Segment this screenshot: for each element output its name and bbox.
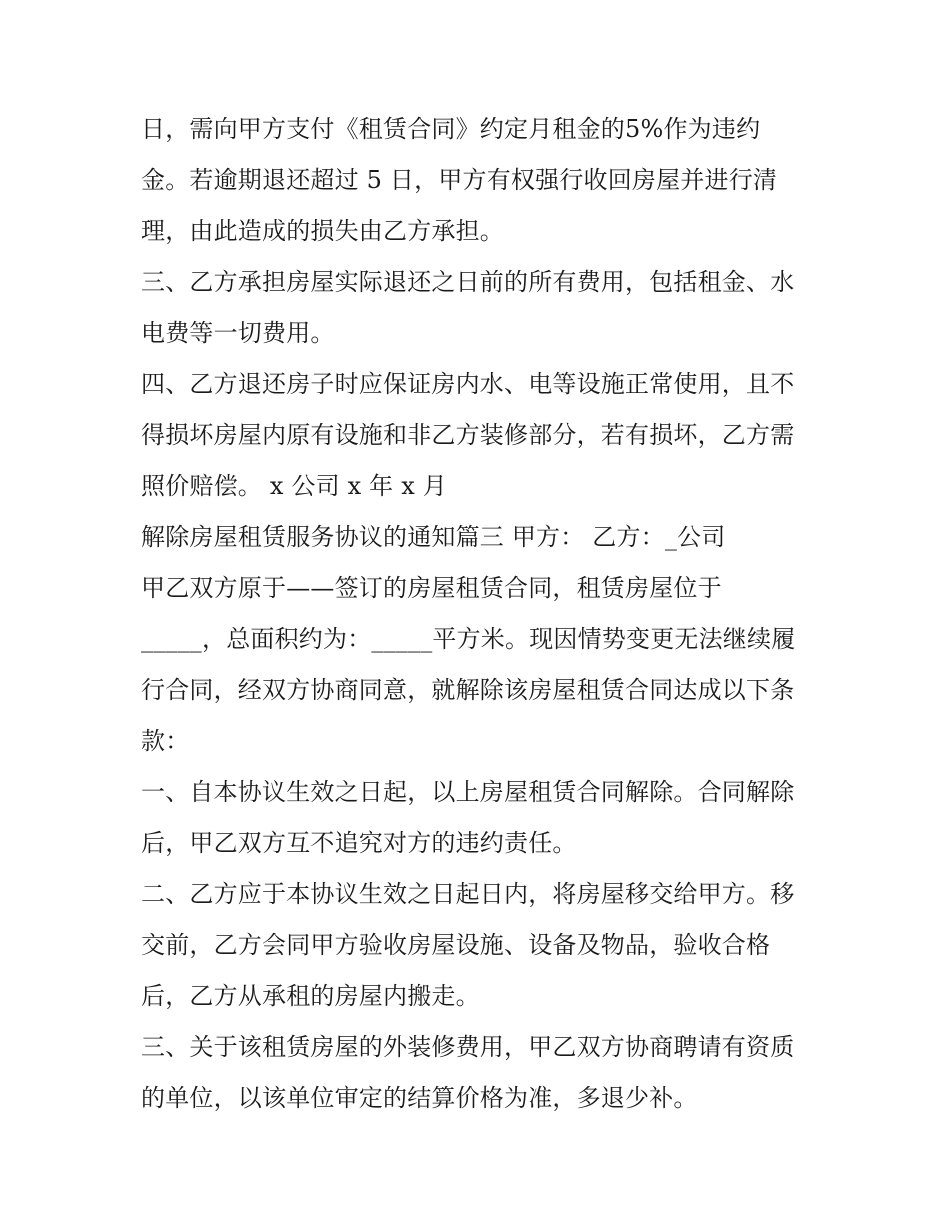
text-line: 交前，乙方会同甲方验收房屋设施、设备及物品，验收合格 (141, 931, 771, 959)
text-line: 的单位，以该单位审定的结算价格为准，多退少补。 (141, 1084, 698, 1112)
text-line: 金。若逾期退还超过 5 日，甲方有权强行收回房屋并进行清 (141, 166, 778, 194)
text-line: 款： (141, 727, 190, 755)
text-line: 二、乙方应于本协议生效之日起日内，将房屋移交给甲方。移 (141, 880, 795, 908)
text-line: 三、关于该租赁房屋的外装修费用，甲乙双方协商聘请有资质 (141, 1033, 795, 1061)
document-body (141, 104, 821, 1124)
text-line: 后，甲乙双方互不追究对方的违约责任。 (141, 829, 577, 857)
text-line: 电费等一切费用。 (141, 319, 335, 347)
text-line: 四、乙方退还房子时应保证房内水、电等设施正常使用，且不 (141, 370, 795, 398)
text-line: 后，乙方从承租的房屋内搬走。 (141, 982, 480, 1010)
text-line: _____，总面积约为：_____平方米。现因情势变更无法继续履 (141, 625, 796, 653)
text-line: 行合同，经双方协商同意，就解除该房屋租赁合同达成以下条 (141, 676, 795, 704)
text-line: 一、自本协议生效之日起，以上房屋租赁合同解除。合同解除 (141, 778, 795, 806)
text-line: 三、乙方承担房屋实际退还之日前的所有费用，包括租金、水 (141, 268, 795, 296)
text-line: 日，需向甲方支付《租赁合同》约定月租金的5%作为违约 (141, 115, 761, 143)
text-line: 照价赔偿。 x 公司 x 年 x 月 (141, 472, 447, 500)
text-line: 理，由此造成的损失由乙方承担。 (141, 217, 504, 245)
text-line: 得损坏房屋内原有设施和非乙方装修部分，若有损坏，乙方需 (141, 421, 795, 449)
text-line: 甲乙双方原于——签订的房屋租赁合同，租赁房屋位于 (141, 574, 722, 602)
section-heading: 解除房屋租赁服务协议的通知篇三 甲方： 乙方：_公司 (141, 523, 726, 551)
